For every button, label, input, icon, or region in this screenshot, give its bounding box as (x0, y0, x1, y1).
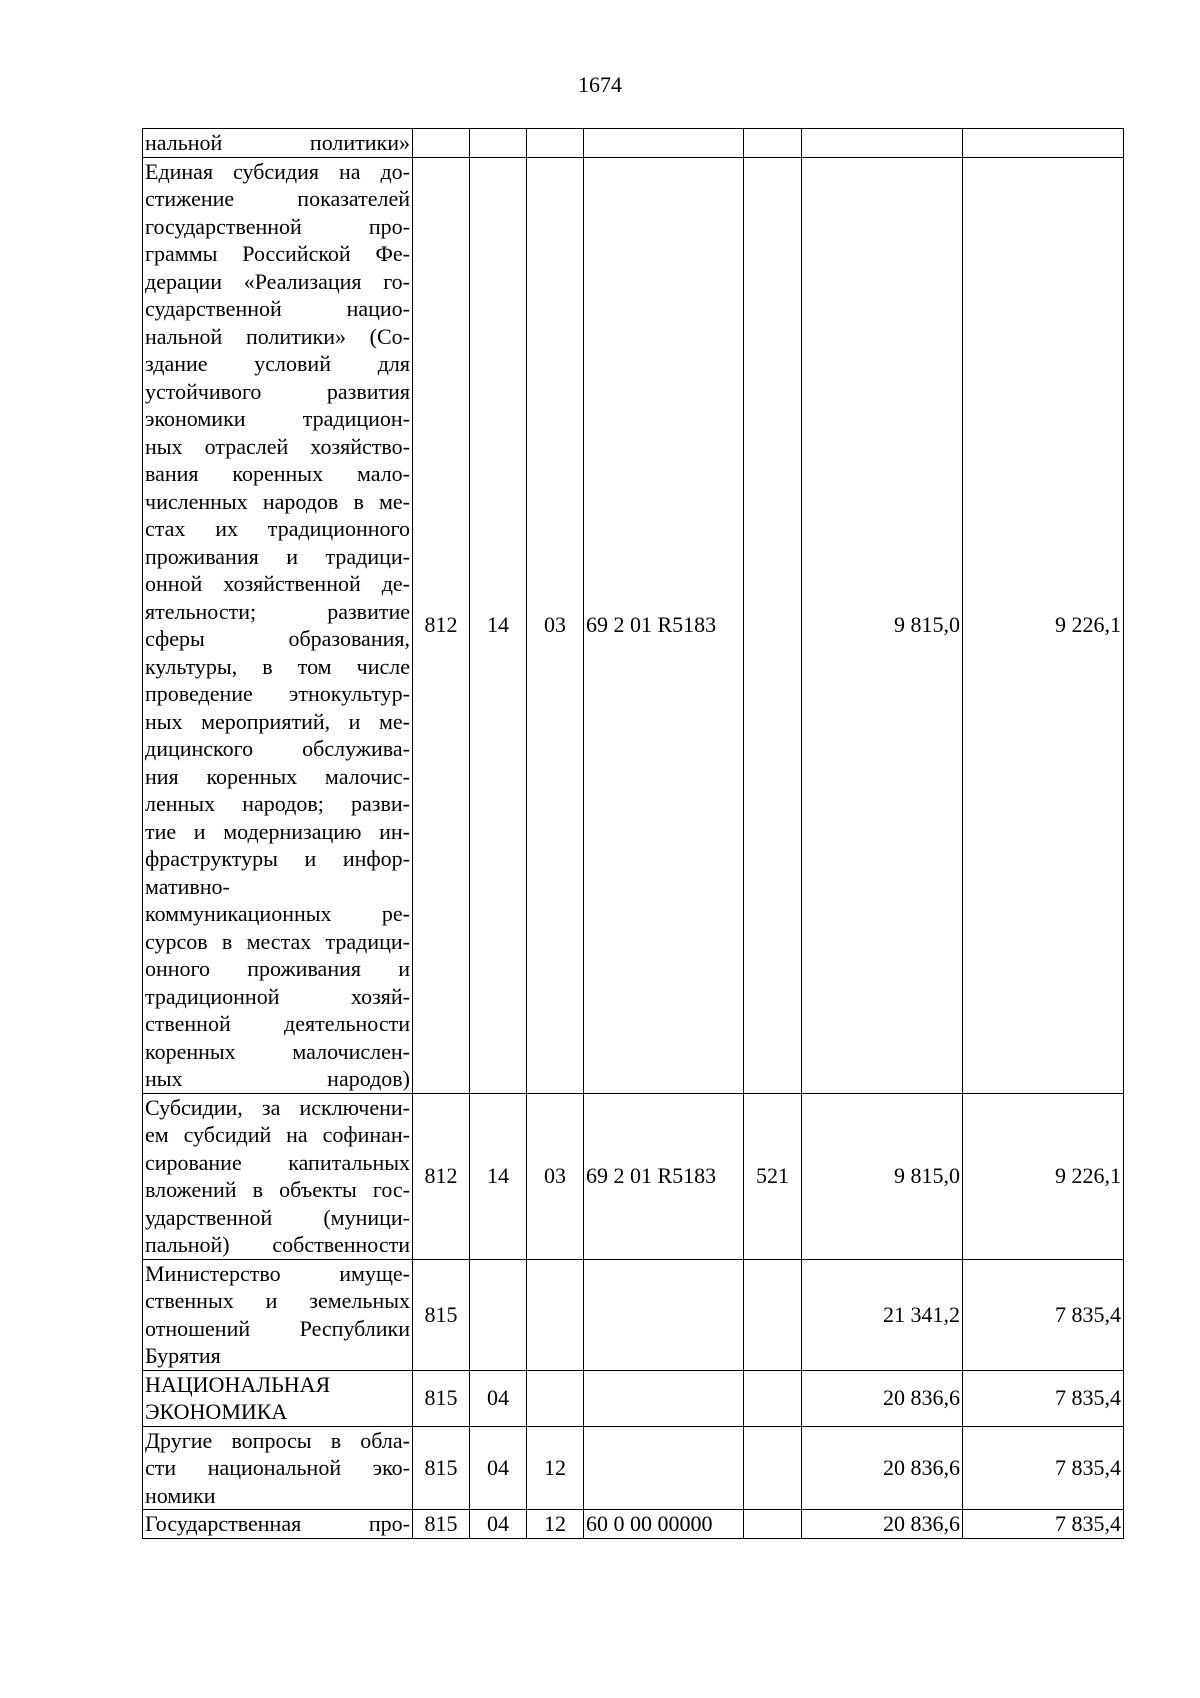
cell-vr (744, 1510, 802, 1539)
name-line: ственных и земельных (145, 1288, 410, 1313)
cell-csr: 69 2 01 R5183 (584, 157, 744, 1093)
name-line: онного проживания и (145, 956, 410, 981)
cell-sum-2025: 7 835,4 (963, 1259, 1124, 1370)
name-line: сти национальной эко- (145, 1455, 410, 1480)
name-line: Другие вопросы в обла- (145, 1427, 410, 1453)
name-line: численных народов в ме- (145, 488, 410, 514)
page-number: 1674 (578, 72, 622, 97)
name-line: сферы образования, (145, 626, 410, 651)
cell-name (143, 1426, 413, 1510)
cell-sum-2025: 7 835,4 (963, 1510, 1124, 1539)
cell-csr (584, 129, 744, 158)
name-line: ственной деятельности (145, 1011, 410, 1036)
cell-vr (744, 157, 802, 1093)
name-line: фраструктуры и инфор- (145, 846, 410, 871)
table-row (143, 1510, 1124, 1539)
table-row (143, 1259, 1124, 1370)
cell-gr: 812 (413, 1093, 470, 1259)
name-line: сирование капитальных (145, 1149, 410, 1175)
name-line: здание условий для (145, 351, 410, 376)
cell-csr: 69 2 01 R5183 (584, 1093, 744, 1259)
name-line: Бурятия (145, 1343, 221, 1368)
cell-rz: 04 (470, 1426, 527, 1510)
cell-name (143, 129, 413, 158)
cell-name (143, 1510, 413, 1539)
cell-name (143, 1093, 413, 1259)
cell-sum-2025: 9 226,1 (963, 157, 1124, 1093)
cell-sum-2025: 7 835,4 (963, 1426, 1124, 1510)
name-line: коренных малочислен- (145, 1038, 410, 1064)
name-line: проведение этнокультур- (145, 681, 410, 706)
cell-pr: 03 (527, 157, 584, 1093)
cell-vr (744, 1370, 802, 1426)
cell-sum-2024: 20 836,6 (802, 1426, 963, 1510)
name-line: экономики традицион- (145, 406, 410, 431)
name-line: вания коренных мало- (145, 461, 410, 486)
name-line: нальной политики» (145, 130, 410, 155)
cell-pr: 12 (527, 1426, 584, 1510)
cell-vr: 521 (744, 1093, 802, 1259)
cell-sum-2025 (963, 129, 1124, 158)
cell-csr (584, 1370, 744, 1426)
name-line: ных народов) (145, 1066, 410, 1091)
name-line: нальной политики» (Со- (145, 323, 410, 349)
cell-sum-2024: 9 815,0 (802, 157, 963, 1093)
name-line: онной хозяйственной де- (145, 571, 410, 596)
name-line: мативно- (145, 873, 230, 899)
table-row (143, 1370, 1124, 1426)
cell-gr: 815 (413, 1259, 470, 1370)
cell-sum-2024: 20 836,6 (802, 1510, 963, 1539)
cell-sum-2025: 7 835,4 (963, 1370, 1124, 1426)
name-line: устойчивого развития (145, 378, 410, 404)
cell-rz: 14 (470, 1093, 527, 1259)
cell-gr: 815 (413, 1370, 470, 1426)
name-line: НАЦИОНАЛЬНАЯ (145, 1371, 331, 1397)
name-line: ных отраслей хозяйство- (145, 433, 410, 459)
name-line: отношений Республики (145, 1315, 410, 1341)
budget-table (142, 128, 1124, 1539)
table-row (143, 129, 1124, 158)
name-line: традиционной хозяй- (145, 983, 410, 1009)
cell-csr (584, 1259, 744, 1370)
cell-sum-2025: 9 226,1 (963, 1093, 1124, 1259)
cell-csr (584, 1426, 744, 1510)
name-line: стах их традиционного (145, 516, 410, 541)
cell-gr: 812 (413, 157, 470, 1093)
name-line: вложений в объекты гос- (145, 1177, 410, 1202)
cell-rz (470, 1259, 527, 1370)
name-line: сурсов в местах традици- (145, 928, 410, 954)
name-line: граммы Российской Фе- (145, 241, 410, 266)
name-line: номики (145, 1482, 216, 1508)
name-line: Министерство имуще- (145, 1260, 410, 1286)
cell-name (143, 1259, 413, 1370)
name-line: пальной) собственности (145, 1232, 410, 1257)
table-row (143, 157, 1124, 1093)
cell-vr (744, 1426, 802, 1510)
name-line: проживания и традици- (145, 543, 410, 569)
cell-sum-2024 (802, 129, 963, 158)
cell-vr (744, 129, 802, 158)
cell-sum-2024: 9 815,0 (802, 1093, 963, 1259)
name-line: сударственной нацио- (145, 296, 410, 321)
name-line: Субсидии, за исключени- (145, 1094, 410, 1120)
cell-pr: 12 (527, 1510, 584, 1539)
cell-sum-2024: 21 341,2 (802, 1259, 963, 1370)
name-line: тие и модернизацию ин- (145, 818, 410, 844)
cell-rz: 14 (470, 157, 527, 1093)
table-row (143, 1426, 1124, 1510)
name-line: ленных народов; разви- (145, 791, 410, 816)
name-line: ударственной (муници- (145, 1204, 410, 1230)
name-line: коммуникационных ре- (145, 901, 410, 926)
cell-rz (470, 129, 527, 158)
cell-gr: 815 (413, 1510, 470, 1539)
name-line: культуры, в том числе (145, 653, 410, 679)
cell-pr (527, 1259, 584, 1370)
name-line: Государственная про- (145, 1511, 410, 1536)
cell-rz: 04 (470, 1510, 527, 1539)
cell-vr (744, 1259, 802, 1370)
cell-pr (527, 1370, 584, 1426)
name-line: ЭКОНОМИКА (145, 1399, 288, 1424)
cell-rz: 04 (470, 1370, 527, 1426)
name-line: Единая субсидия на до- (145, 158, 410, 184)
cell-csr: 60 0 00 00000 (584, 1510, 744, 1539)
table-body (143, 129, 1124, 1539)
cell-sum-2024: 20 836,6 (802, 1370, 963, 1426)
table-row (143, 1093, 1124, 1259)
name-line: ния коренных малочис- (145, 763, 410, 789)
cell-gr: 815 (413, 1426, 470, 1510)
cell-name (143, 1370, 413, 1426)
name-line: дицинского обслужива- (145, 736, 410, 761)
name-line: стижение показателей (145, 186, 410, 211)
cell-pr (527, 129, 584, 158)
name-line: ных мероприятий, и ме- (145, 708, 410, 734)
name-line: дерации «Реализация го- (145, 268, 410, 294)
name-line: государственной про- (145, 213, 410, 239)
cell-gr (413, 129, 470, 158)
name-line: ем субсидий на софинан- (145, 1122, 410, 1147)
cell-pr: 03 (527, 1093, 584, 1259)
name-line: ятельности; развитие (145, 598, 410, 624)
cell-name (143, 157, 413, 1093)
